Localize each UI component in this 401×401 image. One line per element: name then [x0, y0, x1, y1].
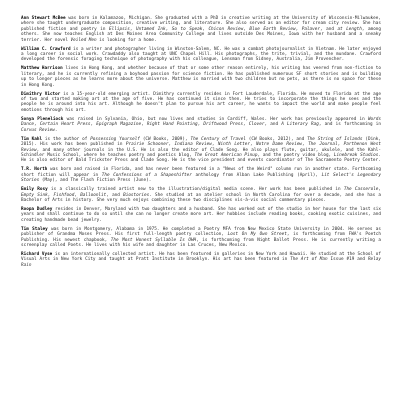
- publication-title: Indiana Review: [174, 142, 212, 148]
- contributor-bio: [21, 16, 381, 43]
- bio-text: ,: [165, 26, 172, 32]
- publication-title: The Most Honest Syllable Is OHH: [110, 237, 197, 243]
- publication-title: Linebreak Studios: [333, 152, 379, 158]
- bio-text: ,: [378, 187, 382, 193]
- bio-text: (CW Books, 2009),: [139, 136, 191, 142]
- bio-text: , is forthcoming from FWA's Poetch Publishing. His newest chapbook,: [21, 232, 381, 243]
- contributor-name: Matthew Harrison: [21, 66, 63, 72]
- contributor-bio: [21, 117, 381, 133]
- publication-title: The Casserole: [343, 187, 379, 193]
- bio-text: , is forthcoming from Night Ballet Press. He is currently writing a screenplay called Poets. He lives with his wife and daughter in Las Cruces, New Mexico.: [21, 237, 381, 248]
- bio-text: was born and raised in Florida, and has never been featured in a "News of the Weird" column run in another state. Forthcoming short fiction will appear in: [21, 167, 381, 178]
- publication-title: The Confessions of a Shapeshifter: [101, 172, 192, 178]
- bio-text: (May), and The Flash Fiction Press (June).: [39, 178, 152, 184]
- publication-title: A Literary Rag: [281, 122, 319, 128]
- publication-title: Biostories: [123, 192, 150, 198]
- bio-text: is a 15-year-old emerging artist. Dimithry currently resides in Fort Lauderdale, Florida. He moved to Florida at the age of two and started making art at the age of five. He has continued it since then. He tries to incorporate the things he sees and the people he is around into his art. Although he doesn't plan to pursue his art career, he wants to impact the world and make people feel emotions through his art.: [21, 91, 381, 113]
- publication-title: Blue Earth Review: [249, 26, 296, 32]
- publication-title: The Great American Pinup: [194, 152, 258, 158]
- bio-text: ,: [202, 26, 209, 32]
- bio-text: ,: [129, 26, 137, 32]
- bio-text: ,: [90, 122, 97, 128]
- bio-text: anthology from Alban Lake Publishing (April),: [191, 172, 322, 178]
- bio-text: was born in Kalamazoo, Michigan. She graduated with a PhD in creative writing at the University of Wisconsin-Milwaukee, where she taught undergraduate composition, creative writing, and literature. She also served as an editor for cream city review. She has published fiction and poetry in: [21, 16, 381, 32]
- bio-text: is a classically trained artist new to the illustration/digital media scene. Her work has been published in: [47, 187, 344, 193]
- publication-title: Empty Sink: [21, 192, 48, 198]
- publication-title: Lit Select's Legendary Stories: [21, 172, 381, 184]
- bio-text: lives in Hong Kong, and whether because of that or some other reason entirely, his writing has veered from non-fiction to literary, and he is currently refining a boyhood passion for science fiction. He has published numerous SF short stories and is building up to longer pieces as he learns more about the universe. Matthew is married with two children but no pets, as there is no space for these in Hong Kong.: [21, 66, 382, 88]
- bio-text: , and many other journals in the U.S. He is also the editor of Clade Song. He also plays flute, guitar, ukulele, and the Kahl-Schindler Music School, where he teaches poetry and poetics blog,: [21, 147, 381, 158]
- publication-title: Fishfood: [53, 192, 75, 198]
- bio-text: ,: [47, 192, 54, 198]
- publication-title: Veiled Men: [70, 37, 97, 43]
- publication-title: Epigraph Magazine: [96, 122, 142, 128]
- publication-title: The Journal: [308, 142, 338, 148]
- bio-text: is the author of: [42, 136, 91, 142]
- bio-text: was born in Montgomery, Alabama in 1975. He completed a Poetry MFA from New Mexico State University in 2004. He serves as publisher of Grandma Moses Press. His first full-length poetry collection,: [21, 226, 381, 238]
- bio-text: ,: [250, 142, 257, 148]
- publication-title: Untamed Ink: [136, 26, 166, 32]
- bio-text: Issue #19 and: [327, 257, 368, 263]
- bio-text: ,: [243, 122, 249, 128]
- contributor-bio: [21, 167, 381, 183]
- bio-text: ,: [34, 122, 40, 128]
- contributor-name: Emily Rosy: [21, 187, 48, 193]
- bio-text: .: [54, 127, 58, 133]
- publication-title: The Art of Man: [290, 257, 328, 263]
- contributor-name: T.R. North: [21, 167, 48, 173]
- publication-title: Balloonlit: [80, 192, 107, 198]
- contributor-bio: [21, 252, 381, 268]
- publication-title: Notre Dame Review: [256, 142, 303, 148]
- publication-title: Corvus Review: [21, 127, 55, 133]
- contributor-bio: [21, 207, 381, 223]
- publication-title: Parthenon West Review: [21, 142, 381, 153]
- publication-title: Right Hand Pointing: [146, 122, 198, 128]
- publication-title: Relay Rain: [21, 257, 381, 268]
- publication-title: Words Dance: [21, 116, 381, 128]
- publication-title: Ninth Letter: [217, 142, 250, 148]
- bio-text: , and the poetry video blog,: [257, 152, 334, 158]
- bio-text: was raised in Sylvania, Ohio, but now lives and studies in Cardiff, Wales. Her work has previously appeared in: [63, 116, 368, 122]
- bio-text: ,: [197, 122, 204, 128]
- contributor-name: Sonya Pleneliock: [21, 116, 64, 122]
- publication-title: at Length: [337, 26, 362, 32]
- bio-text: , among others. She now teaches English at Des Moines Area Community College and lives outside Des Moines, Iowa with her husband and a sneaky terrier. Her novel: [21, 26, 382, 43]
- contributor-name: Tim Staley: [21, 226, 48, 232]
- publication-title: Prairie Schooner: [125, 142, 169, 148]
- contributor-name: William C. Crawford: [21, 46, 71, 52]
- bio-text: resides in Denver, Maryland with two daughters and a husband. She has worked out of the studio in her house for the last six years and shall continue to do so until she can no longer create more art. Her hobbies include reading books, cooking exotic cuisines, and creating handmade bead jewelry.: [21, 206, 381, 223]
- contributor-name: Tim Kahl: [21, 136, 43, 142]
- publication-title: Driftwood Press: [203, 122, 244, 128]
- bio-text: , and: [264, 122, 282, 128]
- bio-text: ,: [141, 122, 147, 128]
- bio-text: is a writer and photographer living in Winston-Salem, NC. He was a combat photojournalist in Vietnam. He later enjoyed a long career in social work. Crawdaddy also taught at UNC Chapel Hill. His photographs, the trite, trivial, and the mundane. Crawford developed the forensic foraging technique of photography with his colleague, Lensman from Sidney, Australia, Jim Provencher.: [21, 46, 381, 63]
- contributor-bio: [21, 137, 381, 164]
- bio-text: ,: [168, 142, 175, 148]
- contributor-name: Ann Stewart McBee: [21, 16, 66, 21]
- bio-text: is looking for a home.: [96, 37, 157, 43]
- contributor-name: Richard Vyse: [21, 251, 53, 257]
- bio-text: ,: [211, 142, 218, 148]
- publication-title: So to Speak: [171, 26, 203, 32]
- bio-text: , and is forthcoming in: [318, 122, 382, 128]
- publication-title: Ellipsis: [109, 26, 130, 32]
- bio-text: ,: [295, 26, 302, 32]
- bio-text: ,: [337, 142, 344, 148]
- bio-text: (Dink, 2015). His work has been published in: [21, 136, 381, 148]
- bio-text: . She studied at an atelier school in North Carolina for over a decade, and she has a Bachelor of Arts in history. She very much enjoys combining these two disciplines vis-à-vis social commentary pieces.: [21, 192, 381, 203]
- bio-text: , and: [319, 26, 338, 32]
- bio-text: ,: [302, 142, 309, 148]
- publication-title: Chicon Review: [208, 26, 244, 32]
- bio-text: (CW Books, 2012), and: [245, 136, 308, 142]
- publication-title: Clover: [248, 122, 265, 128]
- contributor-bio: [21, 227, 381, 249]
- bio-text: ,: [243, 26, 250, 32]
- bio-text: . He is also editor of Bald Trickster Press and Clade Song. He is the vice president and events coordinator of The Sacramento Poetry Center.: [21, 152, 381, 164]
- publication-title: Possessing Yourself: [90, 136, 140, 142]
- publication-title: Certain Heart Press: [39, 122, 91, 128]
- contributor-bio: [21, 47, 381, 63]
- publication-title: Palaver: [301, 26, 320, 32]
- bio-text: , and: [106, 192, 124, 198]
- bio-text: ,: [74, 192, 81, 198]
- contributor-bio: [21, 92, 381, 114]
- publication-title: The Century of Travel: [190, 136, 246, 142]
- bio-text: is an internationally collected artist. He has been featured in galleries in New York and Hawaii. He studied at the School of Visual Arts in New York City and taught at Pratt Institute in Brooklyn. His art has been featured in: [21, 251, 381, 263]
- contributor-name: Dimithry Victor: [21, 91, 61, 97]
- contributor-bio: [21, 187, 381, 203]
- contributor-name: Roopa Dudley: [21, 206, 53, 212]
- contributor-bio: [21, 66, 381, 88]
- publication-title: Lost On My Own Street: [227, 232, 287, 238]
- publication-title: The String of Islands: [307, 136, 363, 142]
